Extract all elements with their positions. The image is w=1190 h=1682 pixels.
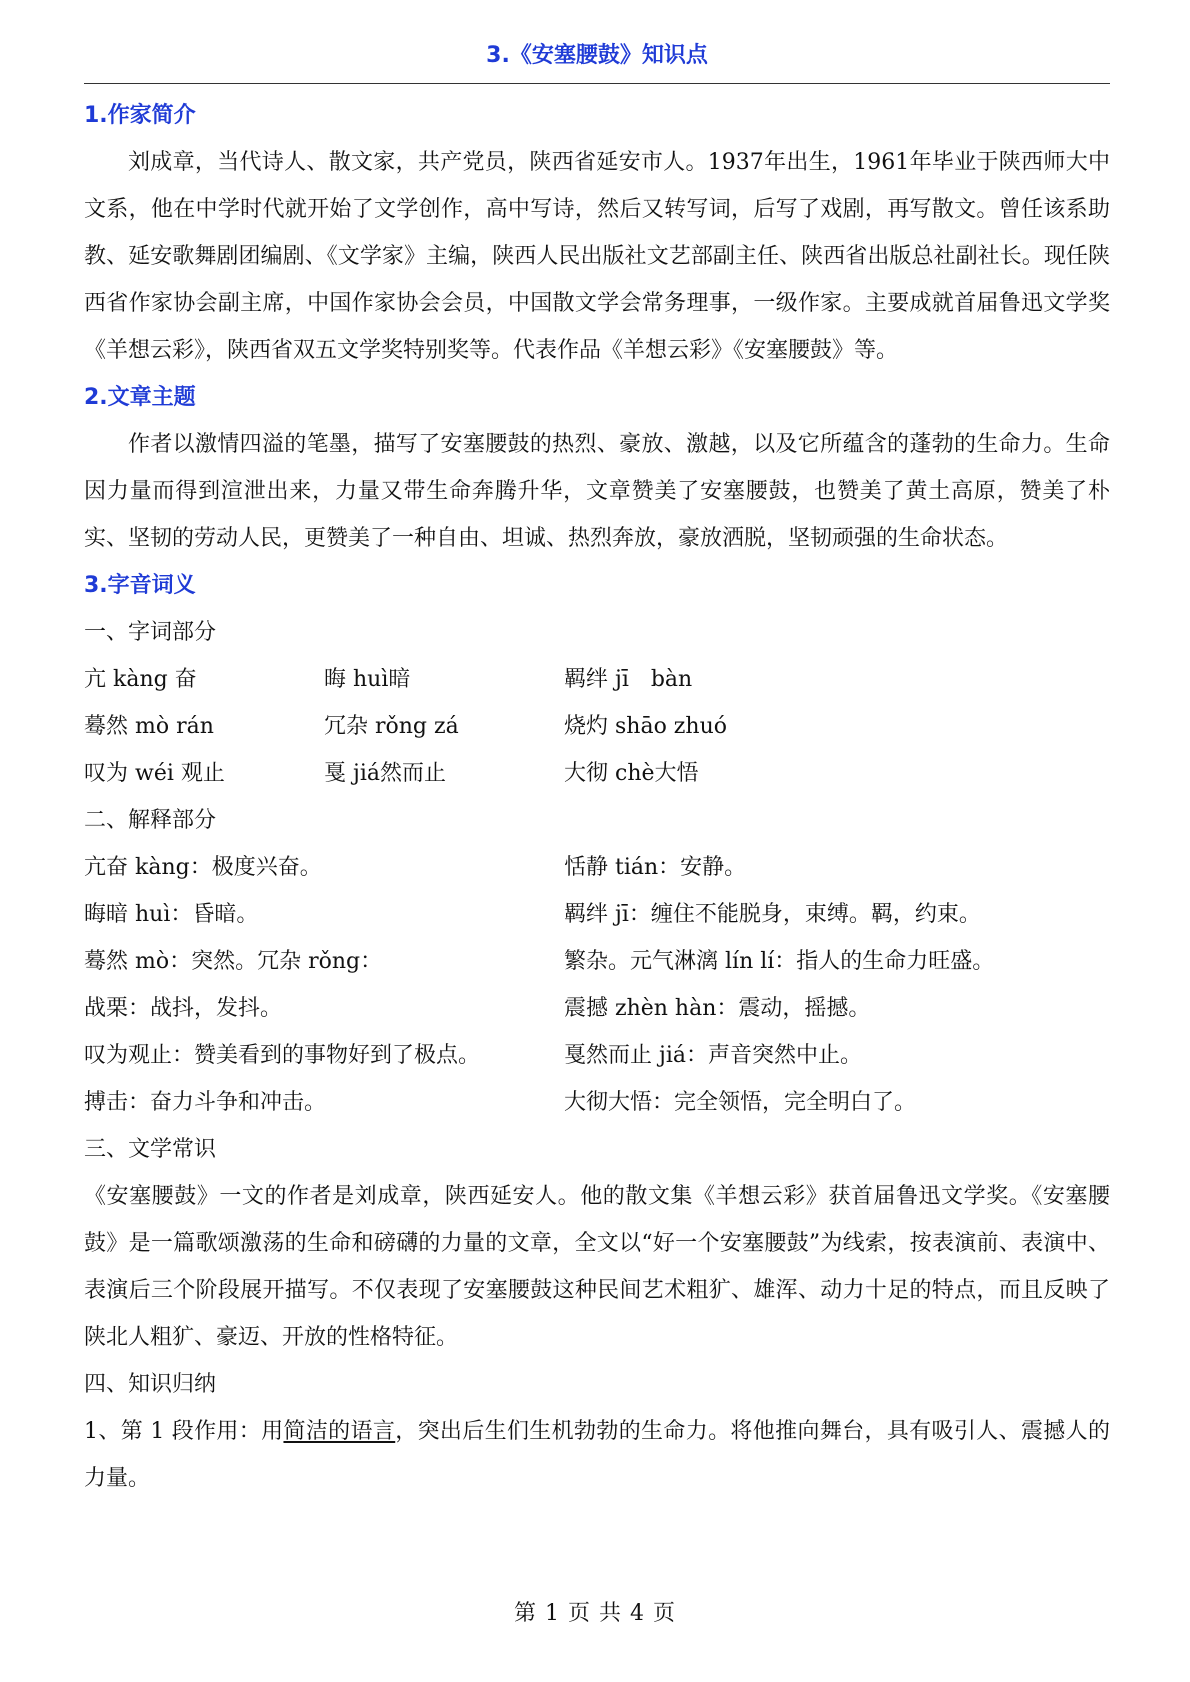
explanation-cell: 亢奋 kàng：极度兴奋。 bbox=[84, 855, 322, 880]
summary-item-1-prefix: 1、第 1 段作用：用 bbox=[84, 1419, 284, 1444]
explanation-cell: 蓦然 mò：突然。冗杂 rǒng： bbox=[84, 949, 383, 974]
document-body bbox=[84, 92, 1110, 1502]
pronunciation-cell: 烧灼 shāo zhuó bbox=[564, 714, 727, 739]
subheading-literature: 三、文学常识 bbox=[84, 1137, 217, 1162]
literature-paragraph: 《安塞腰鼓》一文的作者是刘成章，陕西延安人。他的散文集《羊想云彩》获首届鲁迅文学奖。《安塞腰鼓》是一篇歌颂激荡的生命和磅礴的力量的文章，全文以“好一个安塞腰鼓”为线索，按表演前、表演中、表演后三个阶段展开描写。不仅表现了安塞腰鼓这种民间艺术粗犷、雄浑、动力十足的特点，而且反映了陕北人粗犷、豪迈、开放的性格特征。 bbox=[84, 1184, 1110, 1350]
summary-item-1-underlined: 简洁的语言 bbox=[283, 1419, 396, 1444]
summary-item-1-rest: ，突出后生们生机勃勃的生命力。将他推向舞台，具有吸引人、震撼人的力量。 bbox=[84, 1419, 1110, 1491]
section-heading-vocabulary: 3.字音词义 bbox=[84, 573, 196, 598]
explanation-cell: 恬静 tián：安静。 bbox=[564, 855, 747, 880]
pronunciation-table bbox=[84, 656, 1110, 797]
subheading-summary: 四、知识归纳 bbox=[84, 1372, 217, 1397]
theme-paragraph: 作者以激情四溢的笔墨，描写了安塞腰鼓的热烈、豪放、激越，以及它所蕴含的蓬勃的生命力。生命因力量而得到渲泄出来，力量又带生命奔腾升华，文章赞美了安塞腰鼓，也赞美了黄土高原，赞美了朴实、坚韧的劳动人民，更赞美了一种自由、坦诚、热烈奔放，豪放洒脱，坚韧顽强的生命状态。 bbox=[84, 432, 1110, 551]
page-title: 3.《安塞腰鼓》知识点 bbox=[486, 43, 708, 68]
explanation-cell: 繁杂。元气淋漓 lín lí：指人的生命力旺盛。 bbox=[564, 949, 995, 974]
explanation-table bbox=[84, 844, 1110, 1126]
pronunciation-cell: 叹为 wéi 观止 bbox=[84, 761, 225, 786]
explanation-cell: 戛然而止 jiá：声音突然中止。 bbox=[564, 1043, 862, 1068]
explanation-cell: 羁绊 jī：缠住不能脱身，束缚。羁，约束。 bbox=[564, 902, 981, 927]
pronunciation-cell: 冗杂 rǒng zá bbox=[324, 714, 459, 739]
pronunciation-cell: 羁绊 jī bàn bbox=[564, 667, 693, 692]
explanation-cell: 大彻大悟：完全领悟，完全明白了。 bbox=[564, 1090, 917, 1115]
page-footer: 第 1 页 共 4 页 bbox=[514, 1601, 676, 1626]
pronunciation-cell: 戛 jiá然而止 bbox=[324, 761, 446, 786]
explanation-cell: 晦暗 huì：昏暗。 bbox=[84, 902, 259, 927]
pronunciation-cell: 蓦然 mò rán bbox=[84, 714, 214, 739]
subheading-characters: 一、字词部分 bbox=[84, 620, 217, 645]
pronunciation-cell: 大彻 chè大悟 bbox=[564, 761, 699, 786]
explanation-cell: 叹为观止：赞美看到的事物好到了极点。 bbox=[84, 1043, 481, 1068]
explanation-cell: 搏击：奋力斗争和冲击。 bbox=[84, 1090, 327, 1115]
summary-item-1 bbox=[84, 1408, 1110, 1502]
title-divider bbox=[84, 83, 1110, 84]
section-heading-theme: 2.文章主题 bbox=[84, 385, 196, 410]
author-paragraph: 刘成章，当代诗人、散文家，共产党员，陕西省延安市人。1937年出生，1961年毕业于陕西师大中文系，他在中学时代就开始了文学创作，高中写诗，然后又转写词，后写了戏剧，再写散文。曾任该系助教、延安歌舞剧团编剧、《文学家》主编，陕西人民出版社文艺部副主任、陕西省出版总社副社长。现任陕西省作家协会副主席，中国作家协会会员，中国散文学会常务理事，一级作家。主要成就首届鲁迅文学奖《羊想云彩》，陕西省双五文学奖特别奖等。代表作品《羊想云彩》《安塞腰鼓》等。 bbox=[84, 150, 1110, 363]
explanation-cell: 震撼 zhèn hàn：震动，摇撼。 bbox=[564, 996, 871, 1021]
explanation-cell: 战栗：战抖，发抖。 bbox=[84, 996, 283, 1021]
pronunciation-cell: 晦 huì暗 bbox=[324, 667, 411, 692]
section-heading-author: 1.作家简介 bbox=[84, 103, 196, 128]
pronunciation-cell: 亢 kàng 奋 bbox=[84, 667, 197, 692]
subheading-explanations: 二、解释部分 bbox=[84, 808, 217, 833]
